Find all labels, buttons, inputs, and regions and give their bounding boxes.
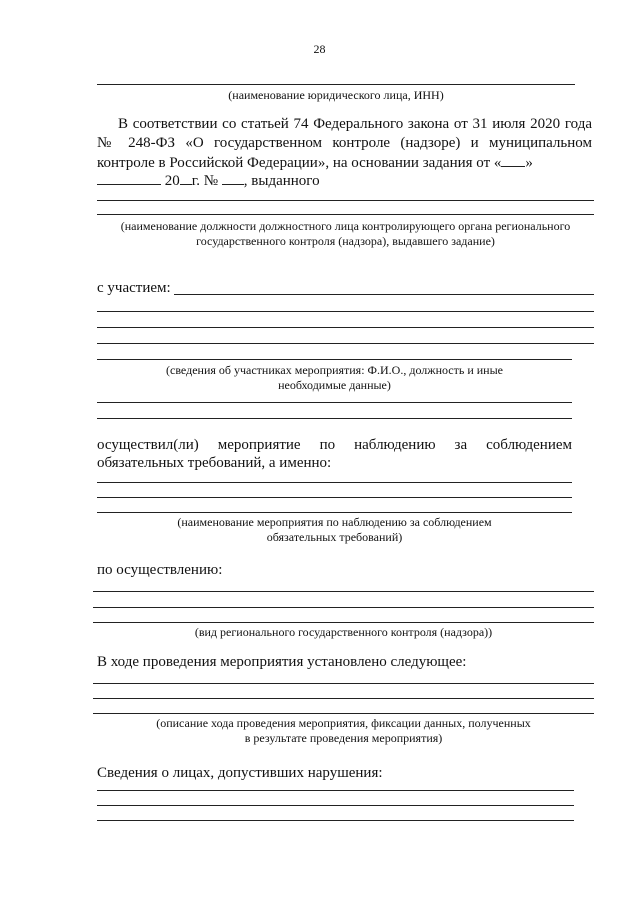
violators-field-line-3[interactable] [97, 820, 574, 821]
activity-caption-line-1: (наименование мероприятия по наблюдению за соблюдением [177, 515, 492, 529]
findings-caption-line-2: в результате проведения мероприятия) [244, 731, 443, 745]
intro-line-3-text: контроле в Российской Федерации», на основании задания от « [97, 155, 502, 171]
official-caption-line-2: государственного контроля (надзора), выдавшего задание) [196, 234, 495, 248]
activity-line-2: обязательных требований, а именно: [97, 455, 332, 471]
intro-line-3 [97, 153, 592, 173]
official-field-line-1[interactable] [97, 200, 594, 201]
findings-field-line-1[interactable] [93, 683, 594, 684]
intro-line-2: № 248-ФЗ «О государственном контроле (надзоре) и муниципальном [97, 135, 592, 151]
task-number-field[interactable] [222, 171, 244, 185]
intro-line-1: В соответствии со статьей 74 Федерального закона от 31 июля 2020 года [118, 116, 592, 132]
participants-field-line-1[interactable] [174, 294, 594, 295]
participants-extra-line-2[interactable] [97, 418, 572, 419]
official-field-line-2[interactable] [97, 214, 594, 215]
violators-label: Сведения о лицах, допустивших нарушения: [97, 765, 383, 781]
participants-caption-line-1: (сведения об участниках мероприятия: Ф.И.О., должность и иные [166, 363, 503, 377]
official-caption-line-1: (наименование должности должностного лица контролирующего органа регионального [120, 219, 571, 233]
activity-caption-line-2: обязательных требований) [266, 530, 403, 544]
legal-entity-caption: (наименование юридического лица, ИНН) [228, 88, 444, 102]
participants-caption-line-2: необходимые данные) [278, 378, 391, 392]
participation-label: с участием: [97, 280, 171, 296]
task-year-field[interactable] [180, 171, 192, 185]
page-number: 28 [313, 42, 326, 56]
participants-field-line-5[interactable] [97, 359, 572, 360]
control-type-field-line-1[interactable] [93, 591, 594, 592]
participants-field-line-3[interactable] [97, 327, 594, 328]
task-number-label: г. № [191, 173, 219, 189]
task-year-prefix: 20 [164, 173, 180, 189]
issued-by-label: , выданного [243, 173, 320, 189]
intro-line-4 [97, 171, 592, 191]
intro-line-3-end: » [525, 155, 533, 171]
activity-field-line-2[interactable] [97, 497, 572, 498]
participants-field-line-2[interactable] [97, 311, 594, 312]
task-day-field[interactable] [501, 153, 525, 167]
findings-field-line-3[interactable] [93, 713, 594, 714]
findings-label: В ходе проведения мероприятия установлено следующее: [97, 654, 467, 670]
control-type-field-line-3[interactable] [93, 622, 594, 623]
participants-field-line-4[interactable] [97, 343, 594, 344]
activity-field-line-3[interactable] [97, 512, 572, 513]
control-type-caption: (вид регионального государственного контроля (надзора)) [194, 625, 493, 639]
task-month-field[interactable] [97, 171, 161, 185]
legal-entity-field-line[interactable] [97, 84, 575, 85]
participants-extra-line-1[interactable] [97, 402, 572, 403]
violators-field-line-1[interactable] [97, 790, 574, 791]
findings-field-line-2[interactable] [93, 698, 594, 699]
control-type-field-line-2[interactable] [93, 607, 594, 608]
implementation-label: по осуществлению: [97, 562, 223, 578]
violators-field-line-2[interactable] [97, 805, 574, 806]
findings-caption-line-1: (описание хода проведения мероприятия, фиксации данных, полученных [156, 716, 531, 730]
activity-field-line-1[interactable] [97, 482, 572, 483]
activity-line-1: осуществил(ли) мероприятие по наблюдению за соблюдением [97, 437, 572, 453]
